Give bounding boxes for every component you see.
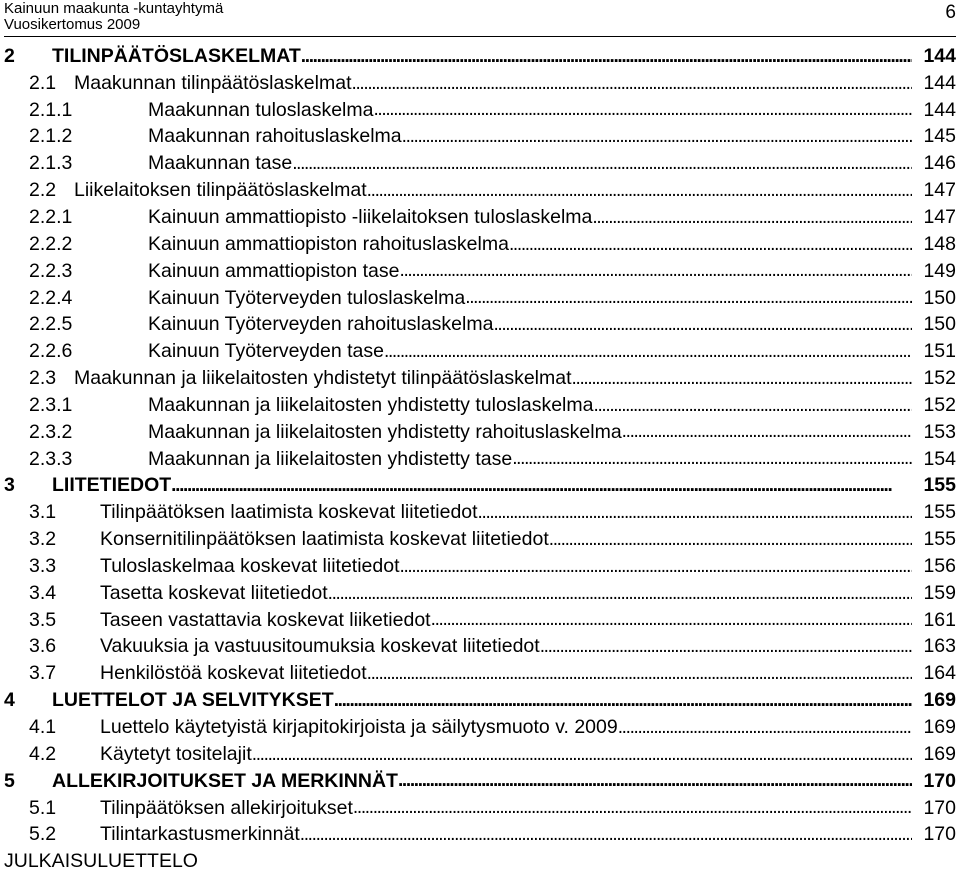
dot-leader	[402, 127, 912, 147]
dot-leader	[384, 342, 912, 362]
organization-name: Kainuun maakunta -kuntayhtymä	[4, 0, 224, 17]
toc-entry-number: 5	[4, 769, 15, 792]
dot-leader	[373, 100, 912, 120]
toc-entry[interactable]	[4, 687, 956, 714]
dot-leader	[512, 449, 912, 469]
dot-leader	[509, 235, 912, 255]
toc-entry-page: 149	[923, 259, 956, 282]
toc-entry-page: 170	[923, 796, 956, 819]
dot-leader	[334, 691, 912, 711]
toc-entry-title: LUETTELOT JA SELVITYKSET	[52, 689, 334, 712]
toc-entry-number: 2.3	[29, 367, 57, 390]
page-number: 6	[945, 2, 956, 23]
toc-entry-title: Maakunnan rahoituslaskelma	[148, 125, 402, 148]
dot-leader	[328, 584, 912, 604]
toc-entry[interactable]	[4, 634, 956, 661]
toc-entry-number: 4.2	[29, 742, 57, 765]
toc-entry-number: 2.1.3	[29, 152, 73, 175]
dot-leader	[301, 47, 912, 67]
toc-entry-number: 5.1	[29, 796, 57, 819]
toc-entry-page: 155	[923, 501, 956, 524]
toc-entry[interactable]	[4, 365, 956, 392]
toc-entry[interactable]	[4, 204, 956, 231]
toc-entry-title: Kainuun ammattiopiston tase	[148, 259, 400, 282]
toc-entry[interactable]	[4, 338, 956, 365]
dot-leader	[398, 771, 912, 791]
toc-entry-number: 3	[4, 474, 15, 497]
toc-entry-page: 150	[923, 286, 956, 309]
toc-entry-title: Maakunnan ja liikelaitosten yhdistetty tase	[148, 447, 513, 470]
toc-entry-title: Tilinpäätöksen laatimista koskevat liitetiedot	[100, 501, 478, 524]
toc-trailing-heading[interactable]: JULKAISULUETTELO	[4, 850, 198, 873]
toc-entry-number: 2.1.2	[29, 125, 73, 148]
toc-entry-page: 144	[923, 98, 956, 121]
toc-entry[interactable]	[4, 446, 956, 473]
toc-entry-page: 170	[923, 769, 956, 792]
dot-leader	[618, 718, 912, 738]
toc-entry-number: 2.3.2	[29, 420, 73, 443]
toc-entry[interactable]	[4, 473, 956, 500]
toc-entry-number: 3.2	[29, 528, 57, 551]
dot-leader	[431, 610, 912, 630]
toc-entry[interactable]	[4, 124, 956, 151]
toc-entry-title: Tasetta koskevat liitetiedot	[100, 581, 328, 604]
toc-entry-page: 170	[923, 823, 956, 846]
table-of-contents	[4, 43, 956, 875]
toc-entry-page: 153	[923, 420, 956, 443]
toc-entry-title: Kainuun ammattiopiston rahoituslaskelma	[148, 232, 509, 255]
toc-entry-number: 2.2.4	[29, 286, 73, 309]
toc-entry-page: 154	[923, 447, 956, 470]
dot-leader	[367, 664, 912, 684]
toc-entry-page: 146	[923, 152, 956, 175]
toc-entry-number: 2.3.1	[29, 393, 73, 416]
dot-leader	[622, 422, 912, 442]
toc-entry[interactable]	[4, 150, 956, 177]
toc-entry[interactable]	[4, 821, 956, 848]
toc-entry[interactable]	[4, 231, 956, 258]
toc-entry-number: 2.1	[29, 71, 57, 94]
toc-entry-title: Maakunnan tuloslaskelma	[148, 98, 374, 121]
toc-entry-title: TILINPÄÄTÖSLASKELMAT	[52, 44, 301, 67]
toc-entry-title: Vakuuksia ja vastuusitoumuksia koskevat liitetiedot	[100, 635, 540, 658]
toc-entry-page: 151	[923, 340, 956, 363]
toc-entry-page: 169	[923, 716, 956, 739]
toc-entry-title: LIITETIEDOT	[52, 474, 172, 497]
dot-leader	[593, 396, 912, 416]
toc-entry-page: 155	[923, 474, 956, 497]
toc-entry-title: Tilinpäätöksen allekirjoitukset	[100, 796, 353, 819]
toc-entry-number: 3.7	[29, 662, 57, 685]
toc-entry-page: 155	[923, 528, 956, 551]
dot-leader	[171, 476, 912, 496]
toc-entry-number: 2	[4, 44, 15, 67]
dot-leader	[367, 181, 912, 201]
toc-entry-title: Kainuun Työterveyden rahoituslaskelma	[148, 313, 494, 336]
page-header	[4, 0, 956, 38]
toc-entry-title: Maakunnan tase	[148, 152, 293, 175]
dot-leader	[300, 825, 912, 845]
toc-entry-title: ALLEKIRJOITUKSET JA MERKINNÄT	[52, 769, 398, 792]
toc-entry-number: 4	[4, 689, 15, 712]
dot-leader	[540, 637, 912, 657]
toc-entry-number: 2.2.6	[29, 340, 73, 363]
toc-entry[interactable]	[4, 580, 956, 607]
dot-leader	[252, 745, 912, 765]
toc-entry-title: Henkilöstöä koskevat liitetiedot	[100, 662, 367, 685]
toc-entry[interactable]	[4, 795, 956, 822]
dot-leader	[478, 503, 912, 523]
toc-entry[interactable]	[4, 660, 956, 687]
toc-entry[interactable]	[4, 553, 956, 580]
toc-entry-number: 2.2.2	[29, 232, 73, 255]
toc-entry-page: 164	[923, 662, 956, 685]
dot-leader	[399, 261, 912, 281]
toc-entry-number: 2.1.1	[29, 98, 73, 121]
toc-entry-number: 3.6	[29, 635, 57, 658]
dot-leader	[353, 798, 912, 818]
toc-entry-number: 2.2.1	[29, 205, 73, 228]
toc-entry[interactable]	[4, 311, 956, 338]
toc-entry-number: 5.2	[29, 823, 57, 846]
toc-entry-number: 2.3.3	[29, 447, 73, 470]
toc-entry-title: Tuloslaskelmaa koskevat liitetiedot	[100, 554, 400, 577]
toc-entry-number: 3.5	[29, 608, 57, 631]
dot-leader	[292, 154, 912, 174]
toc-entry-page: 169	[923, 689, 956, 712]
toc-entry-page: 163	[923, 635, 956, 658]
toc-entry-page: 144	[923, 44, 956, 67]
toc-entry[interactable]	[4, 258, 956, 285]
toc-entry-title: Taseen vastattavia koskevat liiketiedot	[100, 608, 431, 631]
toc-entry[interactable]	[4, 285, 956, 312]
toc-entry-number: 2.2	[29, 179, 57, 202]
toc-entry-title: Luettelo käytetyistä kirjapitokirjoista ja säilytysmuoto v. 2009	[100, 716, 618, 739]
toc-entry-page: 161	[923, 608, 956, 631]
toc-entry-title: Maakunnan tilinpäätöslaskelmat	[74, 71, 352, 94]
toc-entry-title: Käytetyt tositelajit	[100, 742, 252, 765]
toc-entry-page: 145	[923, 125, 956, 148]
toc-entry-number: 4.1	[29, 716, 57, 739]
toc-entry-title: Maakunnan ja liikelaitosten yhdistetty rahoituslaskelma	[148, 420, 622, 443]
toc-entry[interactable]	[4, 741, 956, 768]
toc-entry-page: 147	[923, 179, 956, 202]
header-rule	[4, 36, 956, 37]
toc-entry-page: 148	[923, 232, 956, 255]
toc-entry-title: Maakunnan ja liikelaitosten yhdistetty tuloslaskelma	[148, 393, 594, 416]
toc-entry-number: 2.2.5	[29, 313, 73, 336]
toc-entry-page: 150	[923, 313, 956, 336]
toc-entry-title: Liikelaitoksen tilinpäätöslaskelmat	[74, 179, 367, 202]
toc-entry-page: 144	[923, 71, 956, 94]
toc-entry[interactable]	[4, 43, 956, 70]
toc-entry-title: Kainuun ammattiopisto -liikelaitoksen tuloslaskelma	[148, 205, 593, 228]
toc-entry-number: 3.4	[29, 581, 57, 604]
toc-entry-number: 3.1	[29, 501, 57, 524]
toc-entry[interactable]	[4, 714, 956, 741]
toc-entry-page: 159	[923, 581, 956, 604]
dot-leader	[493, 315, 912, 335]
toc-entry-title: Kainuun Työterveyden tase	[148, 340, 384, 363]
toc-entry-title: Tilintarkastusmerkinnät	[100, 823, 300, 846]
toc-entry-title: Kainuun Työterveyden tuloslaskelma	[148, 286, 466, 309]
dot-leader	[400, 557, 913, 577]
toc-entry-page: 169	[923, 742, 956, 765]
toc-entry[interactable]	[4, 97, 956, 124]
dot-leader	[592, 208, 912, 228]
document-title: Vuosikertomus 2009	[4, 16, 141, 33]
toc-entry[interactable]	[4, 70, 956, 97]
toc-entry[interactable]	[4, 526, 956, 553]
toc-entry-number: 2.2.3	[29, 259, 73, 282]
toc-entry[interactable]	[4, 499, 956, 526]
toc-entry[interactable]	[4, 419, 956, 446]
dot-leader	[572, 369, 912, 389]
dot-leader	[465, 288, 912, 308]
toc-entry[interactable]	[4, 177, 956, 204]
dot-leader	[549, 530, 912, 550]
toc-entry-title: Maakunnan ja liikelaitosten yhdistetyt tilinpäätöslaskelmat	[74, 367, 572, 390]
toc-entry-page: 152	[923, 367, 956, 390]
dot-leader	[352, 74, 913, 94]
toc-entry-title: Konsernitilinpäätöksen laatimista koskevat liitetiedot	[100, 528, 549, 551]
toc-entry-page: 152	[923, 393, 956, 416]
toc-entry[interactable]	[4, 607, 956, 634]
toc-entry[interactable]	[4, 392, 956, 419]
toc-entry-page: 156	[923, 554, 956, 577]
toc-entry-number: 3.3	[29, 554, 57, 577]
toc-entry-page: 147	[923, 205, 956, 228]
toc-entry[interactable]	[4, 768, 956, 795]
